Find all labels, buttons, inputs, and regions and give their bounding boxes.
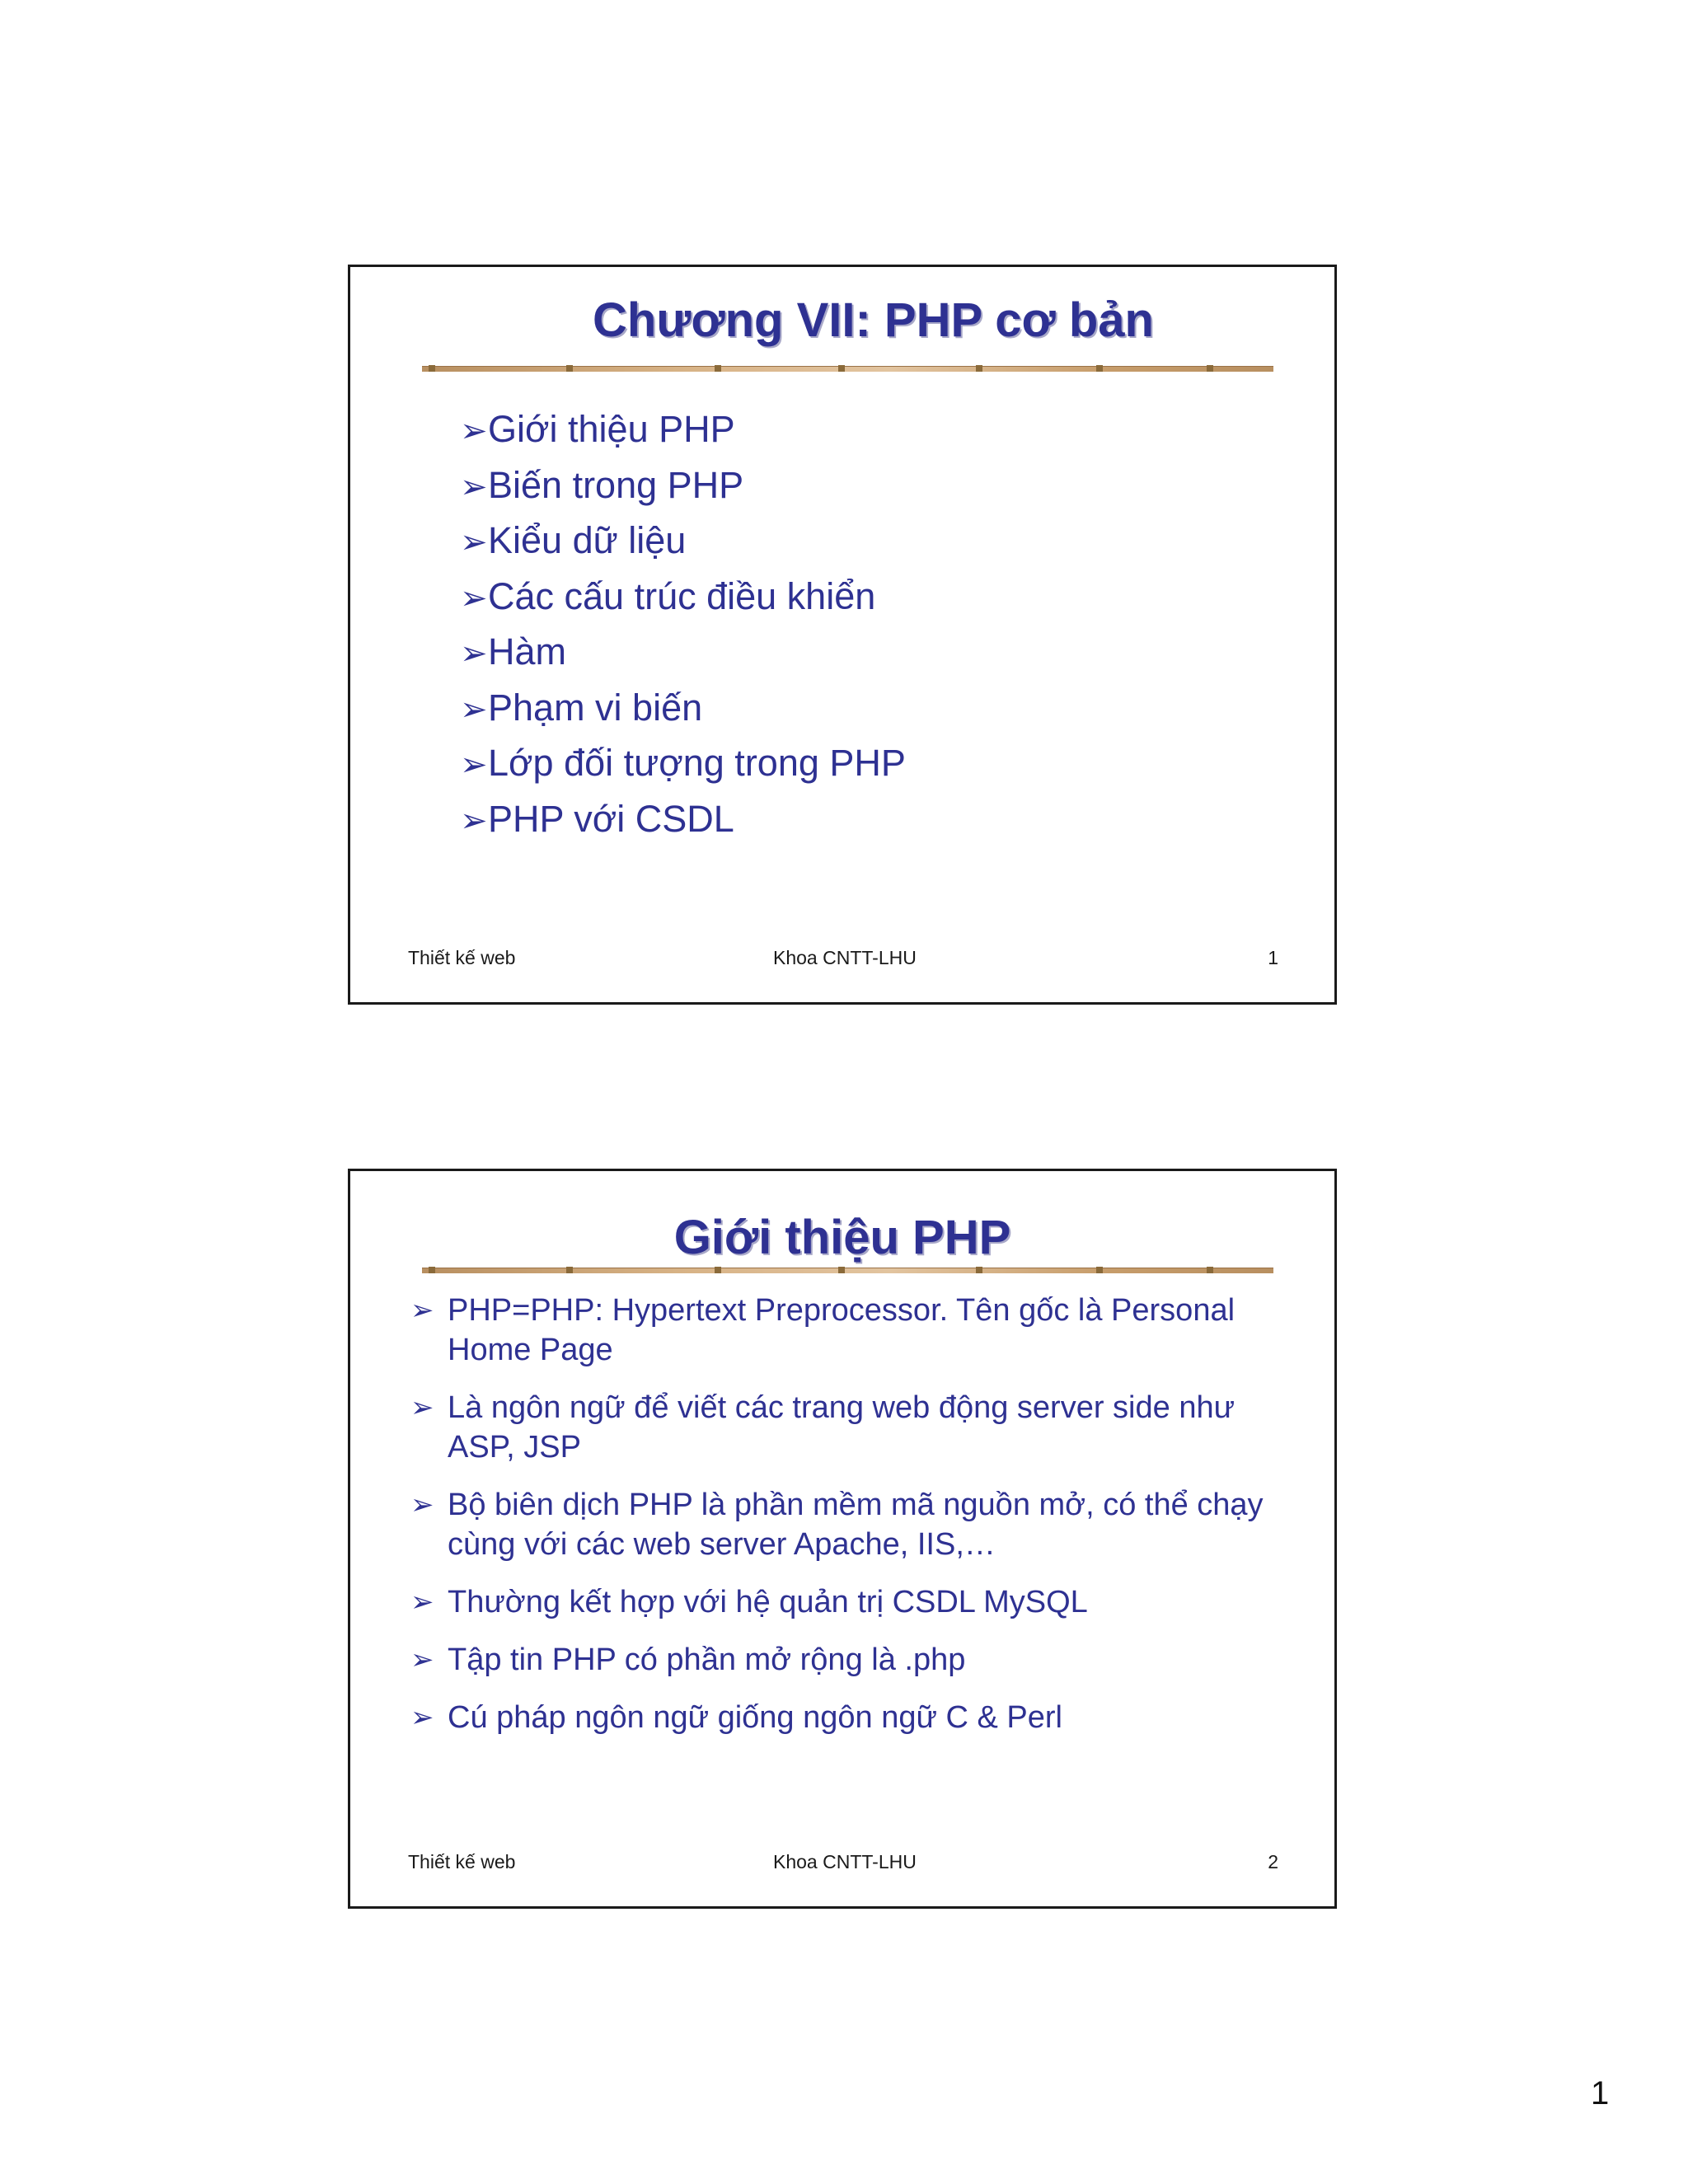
rule-tick <box>429 365 435 372</box>
rule-tick <box>1207 365 1213 372</box>
list-item <box>410 1388 1301 1467</box>
list-item-text: Là ngôn ngữ để viết các trang web động server side như ASP, JSP <box>448 1390 1236 1465</box>
bullet-list <box>410 1291 1301 1755</box>
list-item <box>410 1582 1301 1622</box>
arrow-bullet-icon: ➢ <box>460 691 488 728</box>
slide-1 <box>348 265 1337 1005</box>
arrow-bullet-icon: ➢ <box>410 1644 434 1675</box>
rule-tick <box>838 365 845 372</box>
list-item-text: Biến trong PHP <box>488 463 744 506</box>
rule-tick <box>976 365 982 372</box>
list-item <box>410 1485 1301 1564</box>
arrow-bullet-icon: ➢ <box>460 802 488 839</box>
rule-tick <box>715 1267 721 1273</box>
rule-tick <box>1207 1267 1213 1273</box>
list-item <box>460 513 906 569</box>
list-item <box>460 791 906 847</box>
list-item <box>460 735 906 791</box>
arrow-bullet-icon: ➢ <box>460 747 488 783</box>
list-item-text: Bộ biên dịch PHP là phần mềm mã nguồn mở, có thể chạy cùng với các web server Apache, IIS,… <box>448 1488 1264 1562</box>
title-rule <box>422 1268 1273 1273</box>
list-item-text: Kiểu dữ liệu <box>488 519 687 561</box>
rule-tick <box>715 365 721 372</box>
arrow-bullet-icon: ➢ <box>410 1295 434 1326</box>
title-rule <box>422 366 1273 372</box>
footer-course: Thiết kế web <box>408 947 516 968</box>
slide-title: Giới thiệu PHP <box>673 1211 1011 1264</box>
arrow-bullet-icon: ➢ <box>460 413 488 449</box>
list-item-text: Tập tin PHP có phần mở rộng là .php <box>448 1643 966 1677</box>
list-item <box>460 457 906 513</box>
list-item <box>410 1291 1301 1370</box>
list-item <box>460 401 906 457</box>
list-item <box>410 1640 1301 1680</box>
footer-department: Khoa CNTT-LHU <box>773 1851 917 1872</box>
rule-tick <box>1096 365 1103 372</box>
list-item-text: PHP=PHP: Hypertext Preprocessor. Tên gốc là Personal Home Page <box>448 1293 1236 1367</box>
list-item-text: Giới thiệu PHP <box>488 408 735 450</box>
list-item-text: Cú pháp ngôn ngữ giống ngôn ngữ C & Perl <box>448 1700 1062 1735</box>
arrow-bullet-icon: ➢ <box>410 1586 434 1618</box>
rule-tick <box>566 1267 573 1273</box>
footer-slide-number: 2 <box>1268 1851 1278 1872</box>
arrow-bullet-icon: ➢ <box>410 1392 434 1423</box>
list-item-text: Phạm vi biến <box>488 686 703 729</box>
arrow-bullet-icon: ➢ <box>410 1702 434 1733</box>
arrow-bullet-icon: ➢ <box>460 468 488 505</box>
list-item-text: Thường kết hợp với hệ quản trị CSDL MySQL <box>448 1585 1088 1619</box>
list-item <box>410 1698 1301 1737</box>
footer-course: Thiết kế web <box>408 1851 516 1872</box>
list-item-text: Các cấu trúc điều khiển <box>488 574 876 617</box>
arrow-bullet-icon: ➢ <box>460 579 488 616</box>
arrow-bullet-icon: ➢ <box>460 524 488 560</box>
rule-tick <box>838 1267 845 1273</box>
rule-tick <box>566 365 573 372</box>
list-item <box>460 569 906 625</box>
list-item-text: PHP với CSDL <box>488 797 734 840</box>
rule-tick <box>976 1267 982 1273</box>
page-number: 1 <box>1591 2075 1610 2111</box>
rule-tick <box>1096 1267 1103 1273</box>
list-item <box>460 680 906 736</box>
rule-tick <box>429 1267 435 1273</box>
list-item-text: Hàm <box>488 630 567 673</box>
slide-2 <box>348 1169 1337 1909</box>
list-item-text: Lớp đối tượng trong PHP <box>488 742 906 784</box>
bullet-list <box>460 401 906 846</box>
footer-department: Khoa CNTT-LHU <box>773 947 917 968</box>
arrow-bullet-icon: ➢ <box>410 1489 434 1521</box>
slide-title: Chương VII: PHP cơ bản <box>593 293 1154 347</box>
list-item <box>460 624 906 680</box>
arrow-bullet-icon: ➢ <box>460 635 488 672</box>
footer-slide-number: 1 <box>1268 947 1278 968</box>
